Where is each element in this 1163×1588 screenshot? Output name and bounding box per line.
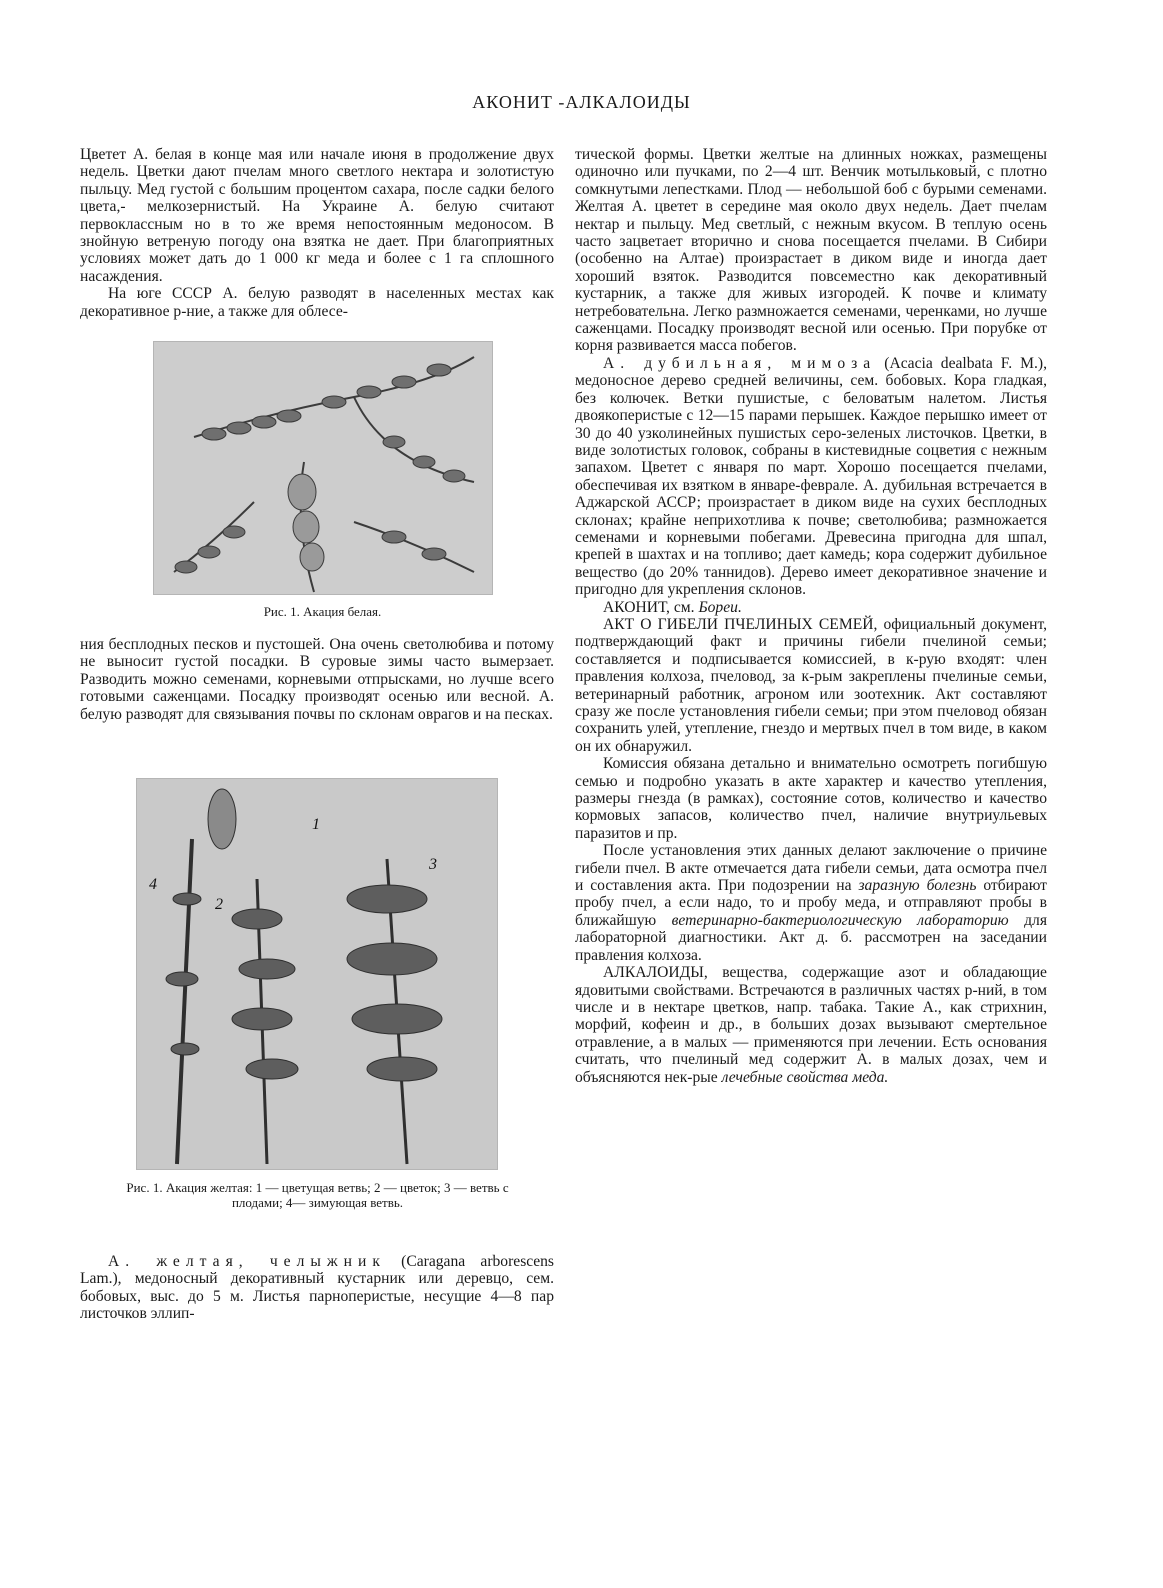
figure-yellow-acacia xyxy=(136,778,498,1170)
entry-term: А. дубильная, мимоза xyxy=(603,354,877,372)
left-column-middle xyxy=(80,636,554,723)
paragraph: тической формы. Цветки желтые на длинных ножках, размещены одиночно или пучками, по 2—4 шт. Венчик мотыльковый, с плотно сомкнутыми лепестками. Плод — небольшой боб с бурыми семенами. Желтая А. цветет в середине мая около двух недель. Дает пчелам нектар и пыльцу. Мед светлый, с нежным вкусом. В теплую осень часто зацветает вторично и снова посещается пчелами. В Сибири (особенно на Алтае) произрастает в диком виде и иногда дает хороший взяток. Разводится повсеместно как декоративный кустарник, а также для живых изгородей. К почве и климату нетребовательна. Легко размножается семенами, черенками, но лучше саженцами. Посадку производят весной или осенью. При порубке от корня развивается масса побегов. xyxy=(575,146,1047,355)
paragraph: А. желтая, челыжник (Caragana arborescens Lam.), медоносный декоративный кустарник или деревцо, сем. бобовых, выс. до 5 м. Листья парноперистые, несущие 4—8 пар листочков эллип- xyxy=(80,1253,554,1323)
figure-label: 1 xyxy=(312,816,320,833)
right-column xyxy=(575,146,1047,1086)
figure-caption: Рис. 1. Акация желтая: 1 — цветущая ветвь; 2 — цветок; 3 — ветвь с плодами; 4— зимующая ветвь. xyxy=(126,1180,509,1210)
paragraph: АКТ О ГИБЕЛИ ПЧЕЛИНЫХ СЕМЕЙ, официальный документ, подтверждающий факт и причины гибели пчелиной семьи; составляется и подписывается комиссией, в к-рую входят: член правления колхоза, пчеловод, за к-рым закреплены пчелиные семьи, ветеринарный работник, агроном или зоотехник. Акт составляют сразу же после установления гибели семьи; при этом пчеловод обязан сохранить улей, утепление, гнездо и мертвых пчел в том виде, в каком он их обнаружил. xyxy=(575,615,1047,755)
figure-caption: Рис. 1. Акация белая. xyxy=(263,604,382,619)
paragraph: Комиссия обязана детально и внимательно осмотреть погибшую семью и подробно указать в акте характер и качество утепления, размеры гнезда (в рамках), состояние сотов, количество и качество кормовых запасов, количество пчел, наличие внутриульевых паразитов и пр. xyxy=(575,755,1047,842)
paragraph: АЛКАЛОИДЫ, вещества, содержащие азот и обладающие ядовитыми свойствами. Встречаются в различных частях р-ний, в том числе и в нектаре цветков, напр. табака. Такие А., как стрихнин, морфий, кофеин и др., в больших дозах вызывают смертельное отравление, а в малых — применяются при лечении. Есть основания считать, что пчелиный мед содержит А. в малых дозах, чем и объясняются нек-рые лечебные свойства меда. xyxy=(575,964,1047,1086)
figure-label: 2 xyxy=(215,896,223,913)
figure-white-acacia xyxy=(153,341,493,595)
page-title: АКОНИТ -АЛКАЛОИДЫ xyxy=(472,92,691,112)
left-column-top xyxy=(80,146,554,320)
paragraph: Цветет А. белая в конце мая или начале июня в продолжение двух недель. Цветки дают пчелам много светлого нектара и золотистую пыльцу. Мед густой с большим процентом сахара, после садки белого цвета,- мелкозернистый. На Украине А. белую считают первоклассным но в то же время непостоянным медоносом. В знойную ветреную погоду она взятка не дает. При благоприятных условиях может дать до 1 000 кг меда и более с 1 га сплошного насаждения. xyxy=(80,146,554,285)
paragraph: На юге СССР А. белую разводят в населенных местах как декоративное р-ние, а также для облесе- xyxy=(80,285,554,320)
entry-term: А. желтая, челыжник xyxy=(108,1253,386,1270)
paragraph: А. дубильная, мимоза (Acacia dealbata F. M.), медоносное дерево средней величины, сем. бобовых. Кора гладкая, без колючек. Ветки пушистые, с беловатым налетом. Листья двоякоперистые с 12—15 парами перышек. Каждое перышко имеет от 30 до 40 узколинейных пушистых серо-зеленых листочков. Цветки, в виде золотистых головок, собраны в кистевидные соцветия с нежным запахом. Цветет с января по март. Хорошо посещается пчелами, обеспечивая их взятком в январе-феврале. А. дубильная встречается в Аджарской АССР; произрастает в диком виде на сухих бесплодных склонах; крайне неприхотлива к почве; светолюбива; размножается семенами и корневыми побегами. Древесина пригодна для шпал, крепей в шахтах и на топливо; дает камедь; кора содержит дубильное вещество (до 20% таннидов). Дерево имеет декоративное значение и пригодно для укрепления склонов. xyxy=(575,354,1047,599)
paragraph: После установления этих данных делают заключение о причине гибели пчел. В акте отмечается дата гибели семьи, дата осмотра пчел и составления акта. При подозрении на заразную болезнь отбирают пробу пчел, а если надо, то и пробу меда, и отправляют пробы в ближайшую ветеринарно-бактериологическую лабораторию для лабораторной диагностики. Акт д. б. рассмотрен на заседании правления колхоза. xyxy=(575,842,1048,964)
paragraph: ния бесплодных песков и пустошей. Она очень светолюбива и потому не выносит густой посадки. В суровые зимы часто вымерзает. Разводить можно семенами, корневыми отпрысками, но лучше всего готовыми саженцами. Посадку производят осенью или весной. А. белую разводят для связывания почвы по склонам оврагов и на песках. xyxy=(80,636,554,723)
cross-reference: Бореи. xyxy=(698,598,742,616)
figure-label: 3 xyxy=(429,856,437,873)
entry-term: АКТ О ГИБЕЛИ ПЧЕЛИНЫХ СЕМЕЙ, xyxy=(603,615,878,633)
entry-term: АЛКАЛОИДЫ, xyxy=(603,964,708,982)
entry-term: АКОНИТ, xyxy=(603,598,670,616)
figure-label: 4 xyxy=(149,876,157,893)
left-column-bottom xyxy=(80,1253,554,1323)
paragraph: АКОНИТ, см. Бореи. xyxy=(603,598,742,616)
